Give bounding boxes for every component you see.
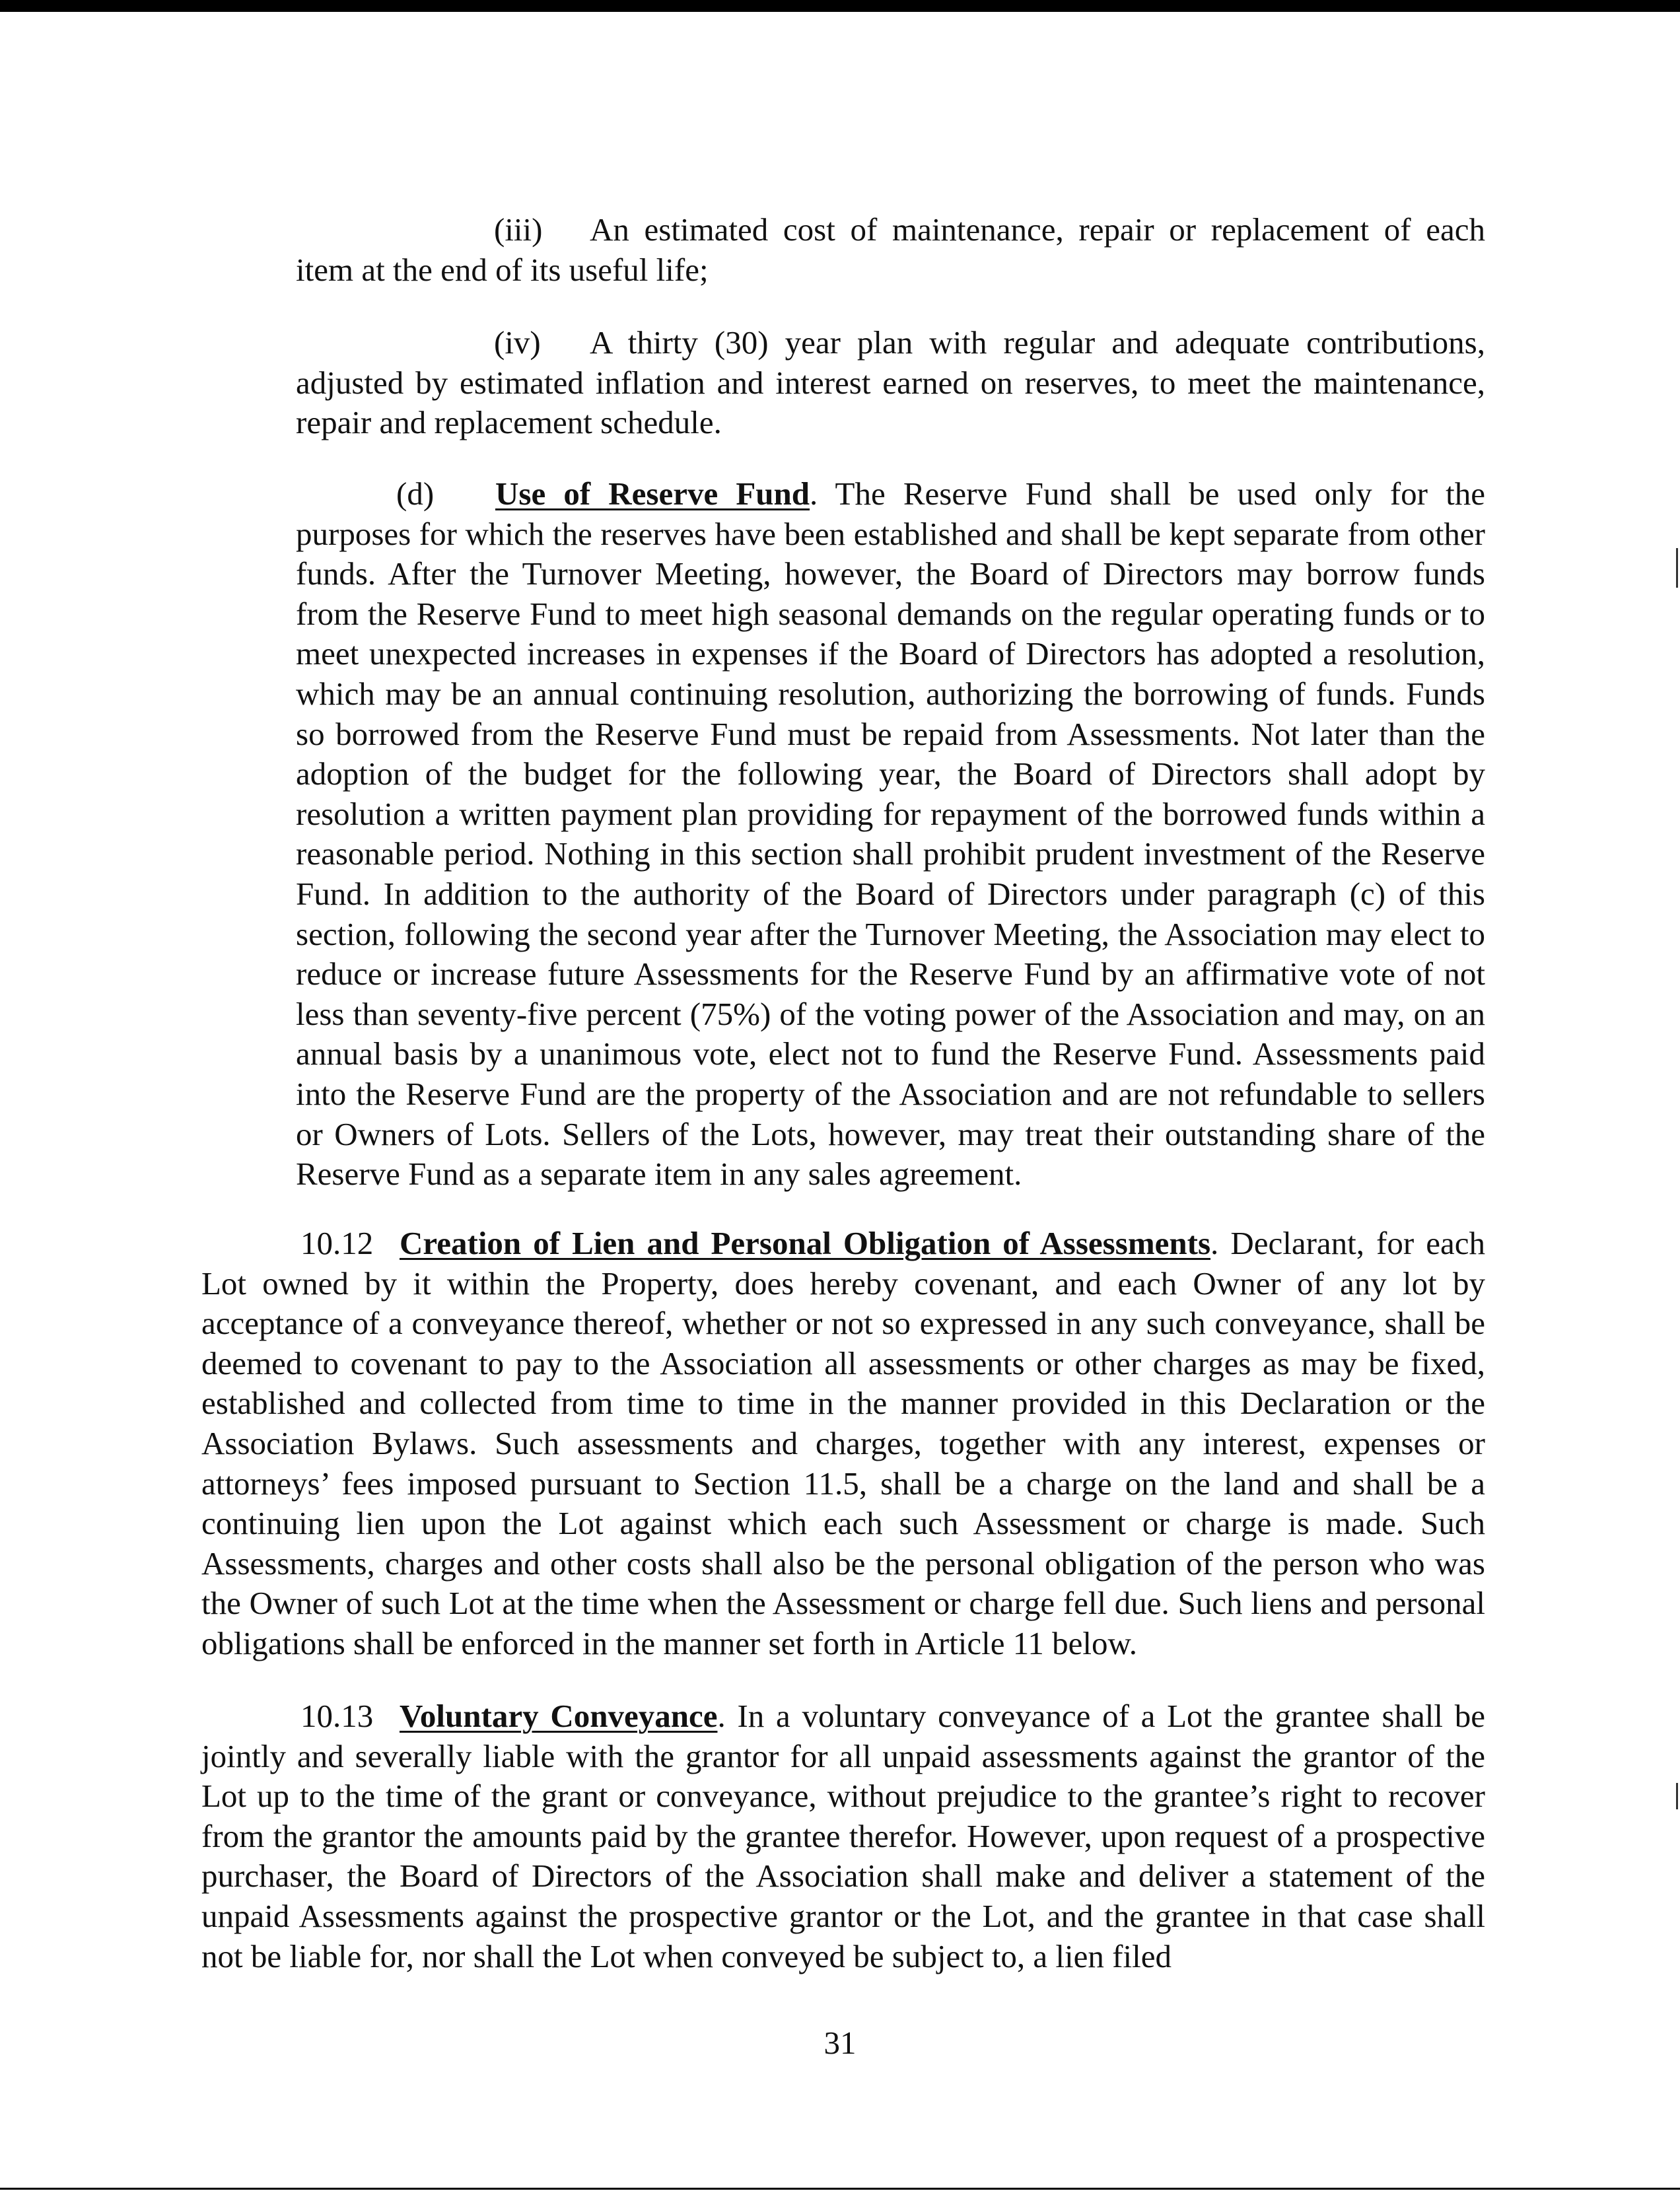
bottom-scan-border bbox=[0, 2188, 1680, 2190]
section-number: 10.12 bbox=[300, 1225, 374, 1261]
section-text: . In a voluntary conveyance of a Lot the grantee shall be jointly and severally liable with the grantor for all unpaid assessments against the grantor of the Lot up to the time of the grant or conveyance, without prejudice to the grantee’s right to recover from the grantor the amounts paid by the grantee therefor. However, upon request of a prospective purchaser, the Board of Directors of the Association shall make and deliver a statement of the unpaid Assessments against the prospective grantor or the Lot, and the grantee in that case shall not be liable for, nor shall the Lot when conveyed be subject to, a lien filed bbox=[201, 1698, 1485, 1974]
section-10-13 bbox=[201, 1696, 1485, 1976]
section-heading: Voluntary Conveyance bbox=[400, 1698, 718, 1734]
top-scan-border bbox=[0, 0, 1680, 12]
section-heading: Creation of Lien and Personal Obligation of Assessments bbox=[400, 1225, 1211, 1261]
paragraph-label: (iv) bbox=[494, 324, 541, 361]
section-number: 10.13 bbox=[300, 1698, 374, 1734]
paragraph-iv bbox=[296, 323, 1485, 443]
right-edge-mark bbox=[1676, 548, 1678, 588]
paragraph-label: (iii) bbox=[494, 211, 543, 248]
paragraph-text: An estimated cost of maintenance, repair or replacement of each item at the end of its useful life; bbox=[296, 211, 1485, 288]
paragraph-text: . The Reserve Fund shall be used only for the purposes for which the reserves have been established and shall be kept separate from other funds. After the Turnover Meeting, however, the Board of Directors may borrow funds from the Reserve Fund to meet high seasonal demands on the regular operating funds or to meet unexpected increases in expenses if the Board of Directors has adopted a resolution, which may be an annual continuing resolution, authorizing the borrowing of funds. Funds so borrowed from the Reserve Fund must be repaid from Assessments. Not later than the adoption of the budget for the following year, the Board of Directors shall adopt by resolution a written payment plan providing for repayment of the borrowed funds within a reasonable period. Nothing in this section shall prohibit prudent investment of the Reserve Fund. In addition to the authority of the Board of Directors under paragraph (c) of this section, following the second year after the Turnover Meeting, the Association may elect to reduce or increase future Assessments for the Reserve Fund by an affirmative vote of not less than seventy-five percent (75%) of the voting power of the Association and may, on an annual basis by a unanimous vote, elect not to fund the Reserve Fund. Assessments paid into the Reserve Fund are the property of the Association and are not refundable to sellers or Owners of Lots. Sellers of the Lots, however, may treat their outstanding share of the Reserve Fund as a separate item in any sales agreement. bbox=[296, 475, 1485, 1193]
section-heading: Use of Reserve Fund bbox=[495, 475, 810, 512]
right-edge-mark-lower bbox=[1676, 1783, 1678, 1809]
paragraph-text: A thirty (30) year plan with regular and adequate contributions, adjusted by estimated inflation and interest earned on reserves, to meet the maintenance, repair and replacement schedule. bbox=[296, 324, 1485, 441]
page-number: 31 bbox=[823, 2025, 857, 2061]
paragraph-iii bbox=[296, 210, 1485, 290]
paragraph-d bbox=[296, 474, 1485, 1195]
paragraph-label: (d) bbox=[396, 475, 435, 512]
section-10-12 bbox=[201, 1224, 1485, 1664]
section-text: . Declarant, for each Lot owned by it within the Property, does hereby covenant, and each Owner of any lot by acceptance of a conveyance thereof, whether or not so expressed in any such conveyance, shall be deemed to covenant to pay to the Association all assessments or other charges as may be fixed, established and collected from time to time in the manner provided in this Declaration or the Association Bylaws. Such assessments and charges, together with any interest, expenses or attorneys’ fees imposed pursuant to Section 11.5, shall be a charge on the land and shall be a continuing lien upon the Lot against which each such Assessment or charge is made. Such Assessments, charges and other costs shall also be the personal obligation of the person who was the Owner of such Lot at the time when the Assessment or charge fell due. Such liens and personal obligations shall be enforced in the manner set forth in Article 11 below. bbox=[201, 1225, 1485, 1661]
